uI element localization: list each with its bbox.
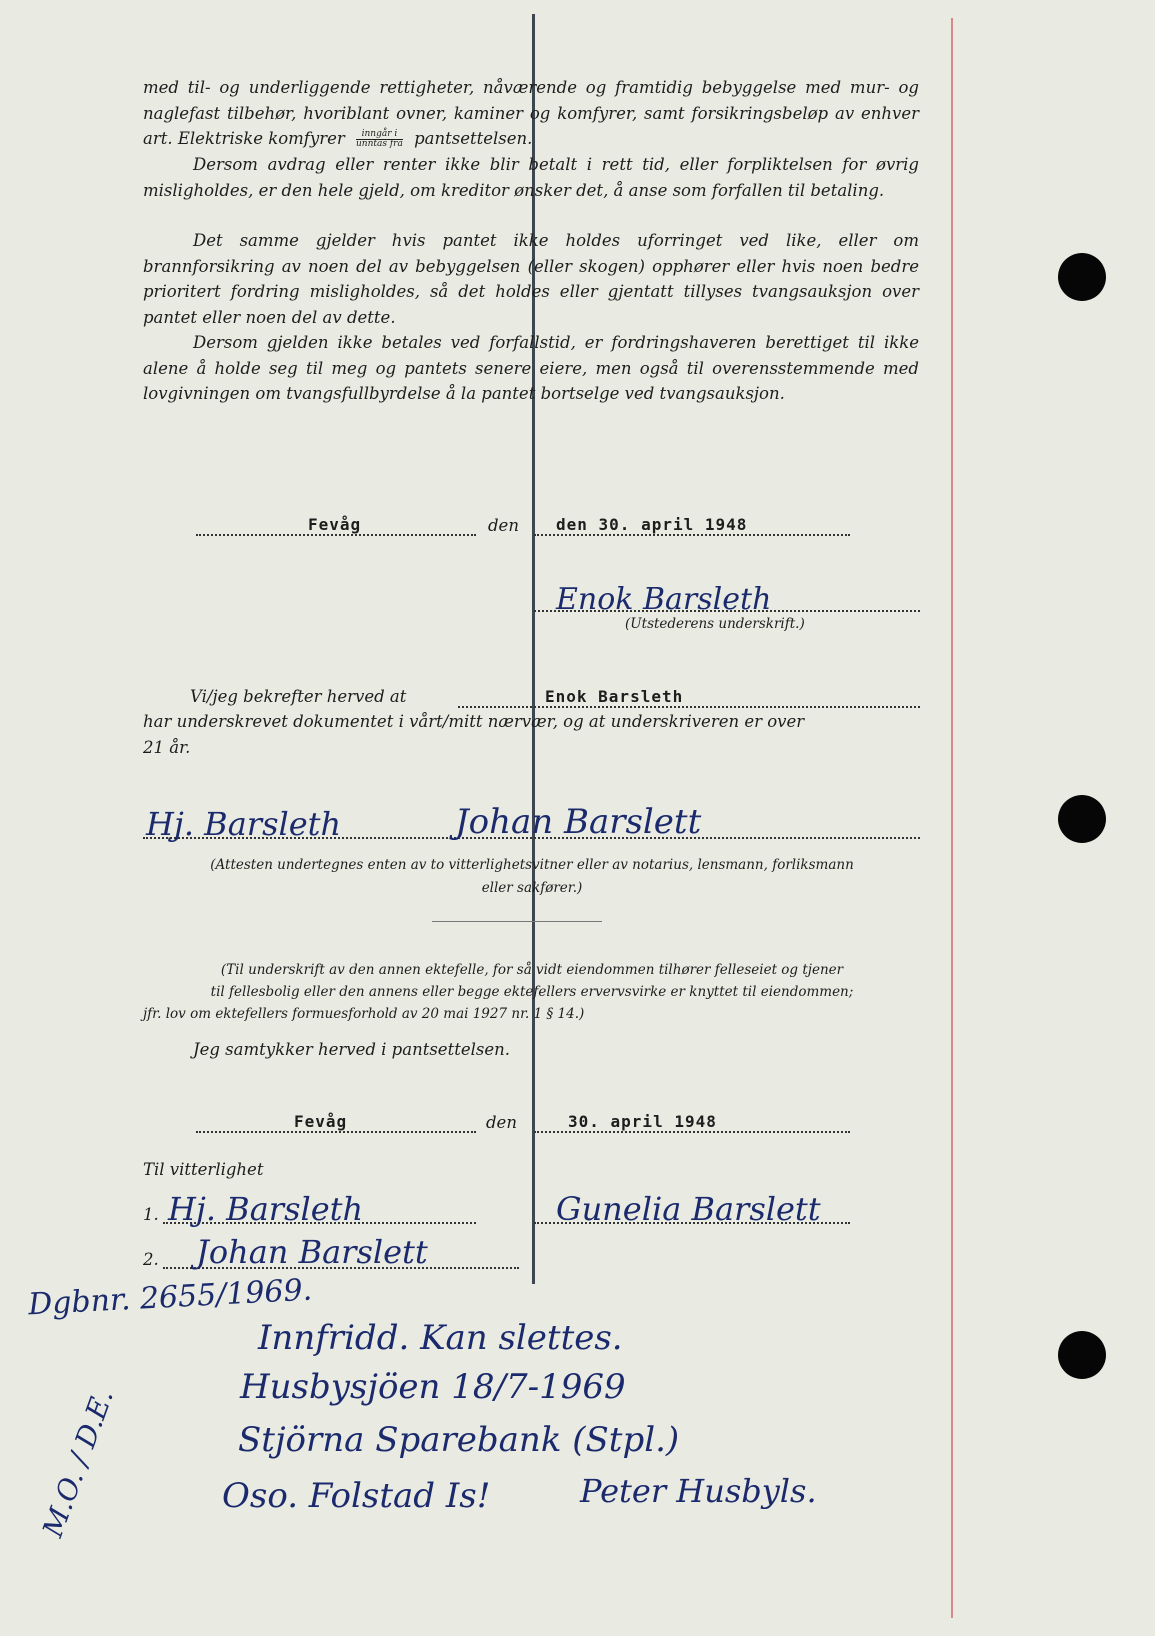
paragraph-enforcement: Dersom gjelden ikke betales ved forfallstid, er fordringshaveren berettiget til ikke alene å holde seg til meg og pantets senere eiere, men også til overensstemmende med lovgivningen om tvangsfullbyrdelse å la pantet bortselge ved tvangsauksjon. [143, 333, 919, 404]
issue-place: Fevåg [308, 515, 362, 534]
consent-den-label: den [486, 1113, 517, 1132]
dotted-line [196, 1131, 476, 1133]
attest-note-line1: (Attesten undertegnes enten av to vitterlighetsvitner eller av notarius, lensmann, forliksmann [210, 857, 854, 873]
dotted-line [534, 534, 850, 536]
witness-label: Til vitterlighet [143, 1160, 264, 1179]
paragraph-auction: Det samme gjelder hvis pantet ikke holdes uforringet ved like, eller om brannforsikring av noen del av bebyggelsen (eller skogen) opphører eller hvis noen bedre prioritert fordring misligholdes, så det holdes eller gjentatt tillyses tvangsauksjon over pantet eller noen del av dette. [143, 231, 919, 327]
consent-place: Fevåg [294, 1112, 348, 1131]
witness1-signature: Hj. Barsleth [146, 805, 342, 843]
signature-caption: (Utstederens underskrift.) [625, 616, 805, 632]
punch-hole [1058, 253, 1106, 301]
witness2-signature: Johan Barslett [455, 802, 702, 842]
witness-item-number: 2. [143, 1250, 159, 1269]
fraction-bottom: unntas fra [356, 139, 403, 150]
attest-line3: 21 år. [143, 738, 191, 757]
dotted-line [196, 534, 476, 536]
paragraph-text: med til- og underliggende rettigheter, nåværende og framtidig bebyggelse med mur- og naglefast tilbehør, hvoriblant ovner, kaminer og komfyrer, samt forsikringsbeløp av enhver art. Elektriske komfyrer [143, 78, 919, 149]
paragraph-property [143, 75, 919, 152]
annotation-line2: Husbysjöen 18/7-1969 [240, 1367, 626, 1407]
punch-hole [1058, 1331, 1106, 1379]
dotted-line [534, 1131, 850, 1133]
consent-date: 30. april 1948 [568, 1112, 717, 1131]
punch-hole [1058, 795, 1106, 843]
fold-line [532, 14, 535, 1284]
fraction-choice [356, 130, 403, 149]
diary-number-note: Dgbnr. 2655/1969. [27, 1272, 313, 1323]
section-divider [432, 921, 602, 922]
margin-rule [951, 18, 953, 1618]
spouse-note-line3: jfr. lov om ektefellers formuesforhold av 20 mai 1927 nr. 1 § 14.) [143, 1006, 585, 1022]
attest-note-line2: eller sakfører.) [481, 880, 583, 896]
consent-text: Jeg samtykker herved i pantsettelsen. [193, 1040, 510, 1059]
attest-name: Enok Barsleth [545, 687, 684, 706]
spouse-signature: Gunelia Barslett [556, 1190, 821, 1228]
spouse-note-line2: til fellesbolig eller den annens eller begge ektefellers ervervsvirke er knyttet til eiendommen; [210, 984, 854, 1000]
consent-witness2-signature: Johan Barslett [196, 1233, 428, 1271]
attest-prefix: Vi/jeg bekrefter herved at [190, 687, 407, 706]
issuer-signature: Enok Barsleth [556, 582, 772, 617]
annotation-line4-right: Peter Husbyls. [580, 1472, 817, 1510]
annotation-line1: Innfridd. Kan slettes. [258, 1318, 623, 1358]
dotted-line [458, 706, 920, 708]
issue-date: den 30. april 1948 [556, 515, 748, 534]
initials-note: M.O. / D.E. [36, 1384, 120, 1542]
annotation-line3: Stjörna Sparebank (Stpl.) [238, 1420, 680, 1460]
consent-witness1-signature: Hj. Barsleth [168, 1190, 364, 1228]
spouse-note-line1: (Til underskrift av den annen ektefelle, for så vidt eiendommen tilhører felleseiet og tjener [220, 962, 844, 978]
annotation-line4-left: Oso. Folstad Is! [222, 1476, 491, 1516]
witness-item-number: 1. [143, 1205, 159, 1224]
issue-den-label: den [488, 516, 519, 535]
paragraph-text: pantsettelsen. [414, 129, 533, 149]
paragraph-default: Dersom avdrag eller renter ikke blir betalt i rett tid, eller forpliktelsen for øvrig misligholdes, er den hele gjeld, om kreditor ønsker det, å anse som forfallen til betaling. [143, 155, 919, 200]
fraction-top: inngår i [356, 130, 403, 140]
attest-line2: har underskrevet dokumentet i vårt/mitt nærvær, og at underskriveren er over [143, 712, 805, 731]
